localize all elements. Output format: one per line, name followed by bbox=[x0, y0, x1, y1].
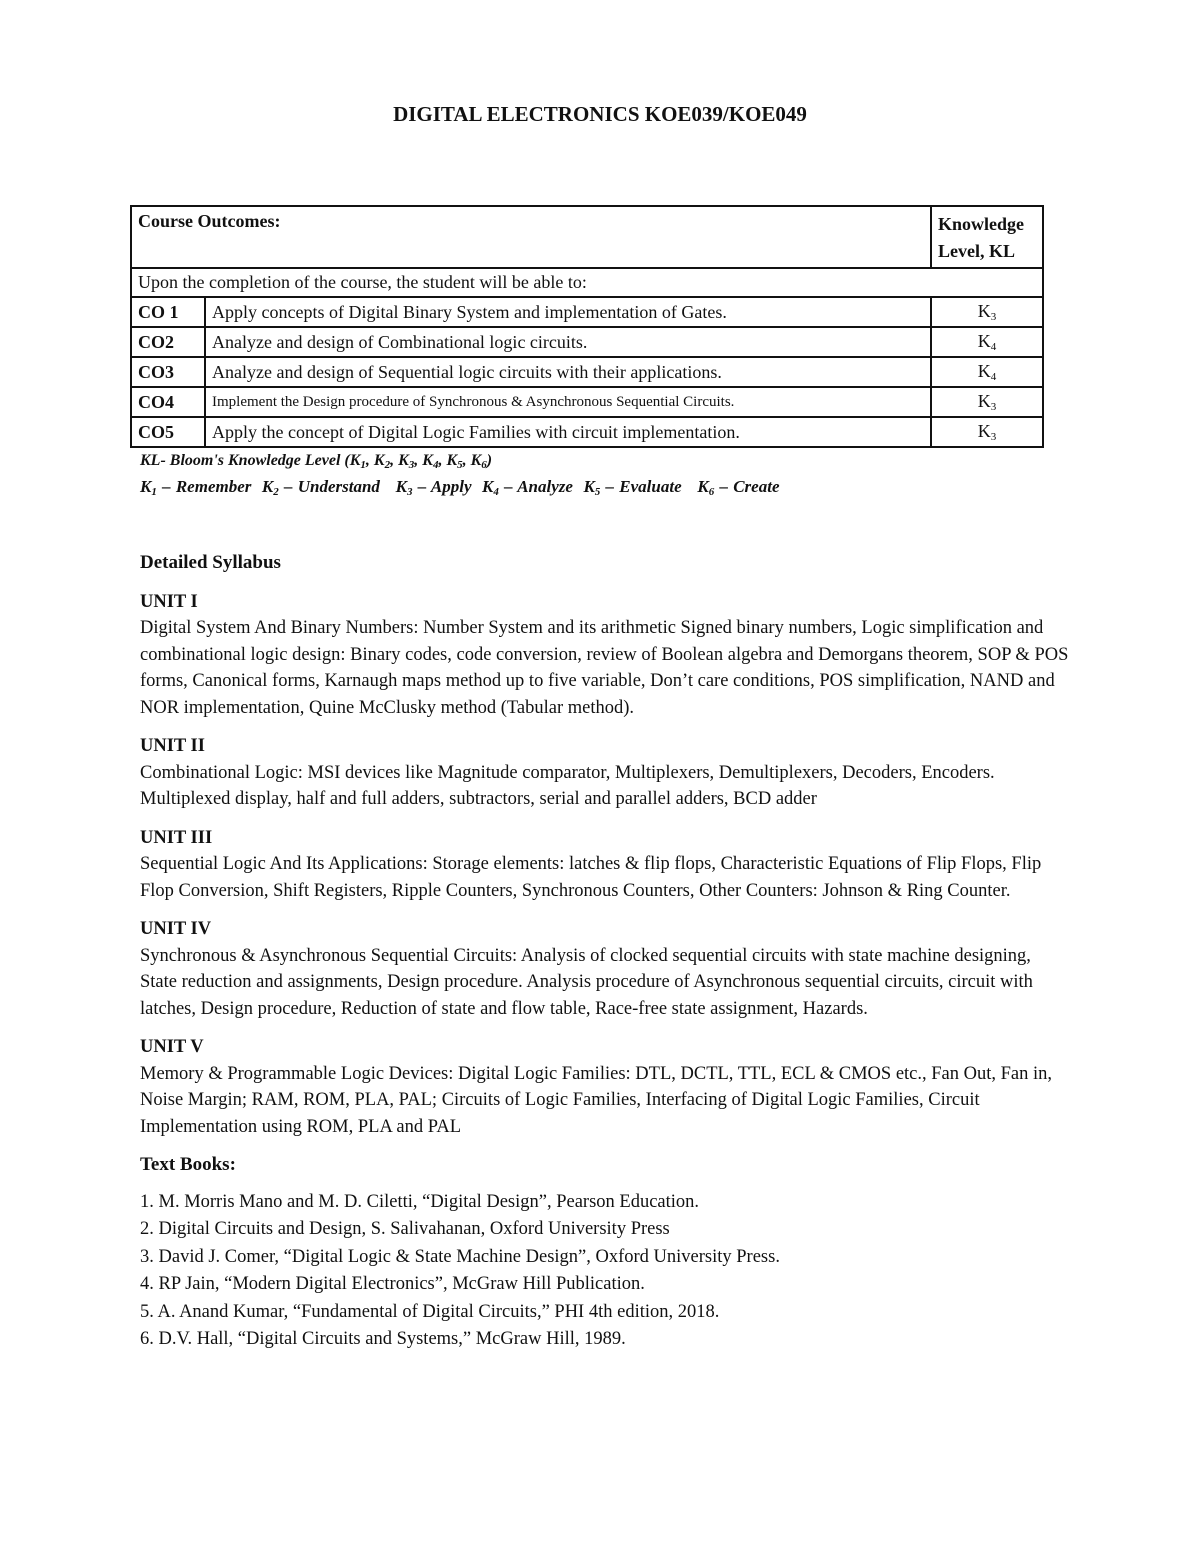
co-kl: $K_4$ bbox=[931, 327, 1043, 357]
co-kl: $K_3$ bbox=[931, 387, 1043, 417]
co-id: CO4 bbox=[131, 387, 205, 417]
unit-title: UNIT III bbox=[140, 827, 213, 848]
co-text: Implement the Design procedure of Synchronous & Asynchronous Sequential Circuits. bbox=[205, 387, 931, 417]
unit-title: UNIT II bbox=[140, 736, 205, 756]
unit-title: UNIT IV bbox=[140, 919, 212, 939]
list-item: 4. RP Jain, “Modern Digital Electronics”, McGraw Hill Publication. bbox=[140, 1274, 645, 1294]
list-item: 2. Digital Circuits and Design, S. Salivahanan, Oxford University Press bbox=[140, 1219, 670, 1239]
course-outcomes-header: Course Outcomes: bbox=[131, 206, 931, 268]
kl-header-line1: Knowledge bbox=[938, 214, 1025, 234]
unit-text: Memory & Programmable Logic Devices: Digital Logic Families: DTL, DCTL, TTL, ECL & CMOS etc., Fan Out, Fan in, Noise Margin; RAM, ROM, PLA, PAL; Circuits of Logic Families, Interfacing of Digital Logic Families, Circuit Implementation using ROM, PLA and PAL bbox=[140, 1063, 1053, 1137]
co-kl: $K_4$ bbox=[931, 357, 1043, 387]
kl-legend: $K_1$ – Remember $K_2$ – Understand $K_3$ – Apply $K_4$ – Analyze $K_5$ – Evaluate $K_6$ – Create bbox=[140, 477, 780, 498]
list-item: 1. M. Morris Mano and M. D. Ciletti, “Digital Design”, Pearson Education. bbox=[140, 1191, 700, 1212]
knowledge-level-header bbox=[931, 206, 1043, 268]
table-row bbox=[131, 387, 1043, 417]
table-row bbox=[131, 327, 1043, 357]
unit-title: UNIT I bbox=[140, 591, 198, 612]
table-header-row bbox=[131, 206, 1043, 268]
co-text: Apply the concept of Digital Logic Families with circuit implementation. bbox=[205, 417, 931, 447]
co-kl: $K_3$ bbox=[931, 417, 1043, 447]
syllabus-content bbox=[140, 550, 1070, 1354]
syllabus-heading: Detailed Syllabus bbox=[140, 552, 281, 573]
textbooks-list bbox=[140, 1189, 1070, 1354]
table-row bbox=[131, 357, 1043, 387]
co-id: CO 1 bbox=[131, 297, 205, 327]
textbooks-heading: Text Books: bbox=[140, 1154, 236, 1175]
co-text: Analyze and design of Sequential logic circuits with their applications. bbox=[205, 357, 931, 387]
co-kl: $K_3$ bbox=[931, 297, 1043, 327]
list-item: 6. D.V. Hall, “Digital Circuits and Systems,” McGraw Hill, 1989. bbox=[140, 1329, 626, 1349]
unit-text: Sequential Logic And Its Applications: Storage elements: latches & flip flops, Characteristic Equations of Flip Flops, Flip Flop Conversion, Shift Registers, Ripple Counters, Synchronous Counters, Other Counters: Johnson & Ring Counter. bbox=[140, 854, 1042, 901]
co-text: Apply concepts of Digital Binary System and implementation of Gates. bbox=[205, 297, 931, 327]
kl-header-line2: Level, KL bbox=[938, 241, 1015, 261]
co-text: Analyze and design of Combinational logic circuits. bbox=[205, 327, 931, 357]
unit-title: UNIT V bbox=[140, 1037, 204, 1057]
outcomes-intro: Upon the completion of the course, the student will be able to: bbox=[131, 268, 1043, 297]
page-title: DIGITAL ELECTRONICS KOE039/KOE049 bbox=[393, 102, 807, 126]
unit-text: Synchronous & Asynchronous Sequential Circuits: Analysis of clocked sequential circuits with state machine designing, State reduction and assignments, Design procedure. Analysis procedure of Asynchronous sequential circuits, circuit with latches, Design procedure, Reduction of state and flow table, Race-free state assignment, Hazards. bbox=[140, 945, 1033, 1019]
co-id: CO2 bbox=[131, 327, 205, 357]
unit-text: Combinational Logic: MSI devices like Magnitude comparator, Multiplexers, Demultiplexers, Decoders, Encoders. Multiplexed display, half and full adders, subtractors, serial and parallel adders, BCD adder bbox=[140, 762, 995, 809]
course-outcomes-table bbox=[130, 205, 1044, 448]
list-item: 3. David J. Comer, “Digital Logic & State Machine Design”, Oxford University Press. bbox=[140, 1246, 780, 1267]
co-id: CO5 bbox=[131, 417, 205, 447]
co-id: CO3 bbox=[131, 357, 205, 387]
kl-note: KL- Bloom's Knowledge Level ($K_1$, $K_2$, $K_3$, $K_4$, $K_5$, $K_6$) bbox=[140, 452, 493, 471]
intro-row bbox=[131, 268, 1043, 297]
list-item: 5. A. Anand Kumar, “Fundamental of Digital Circuits,” PHI 4th edition, 2018. bbox=[140, 1301, 720, 1322]
table-row bbox=[131, 417, 1043, 447]
unit-text: Digital System And Binary Numbers: Number System and its arithmetic Signed binary numbers, Logic simplification and combinational logic design: Binary codes, code conversion, review of Boolean algebra and Demorgans theorem, SOP & POS forms, Canonical forms, Karnaugh maps method up to five variable, Don’t care conditions, POS simplification, NAND and NOR implementation, Quine McClusky method (Tabular method). bbox=[140, 618, 1069, 718]
table-row bbox=[131, 297, 1043, 327]
